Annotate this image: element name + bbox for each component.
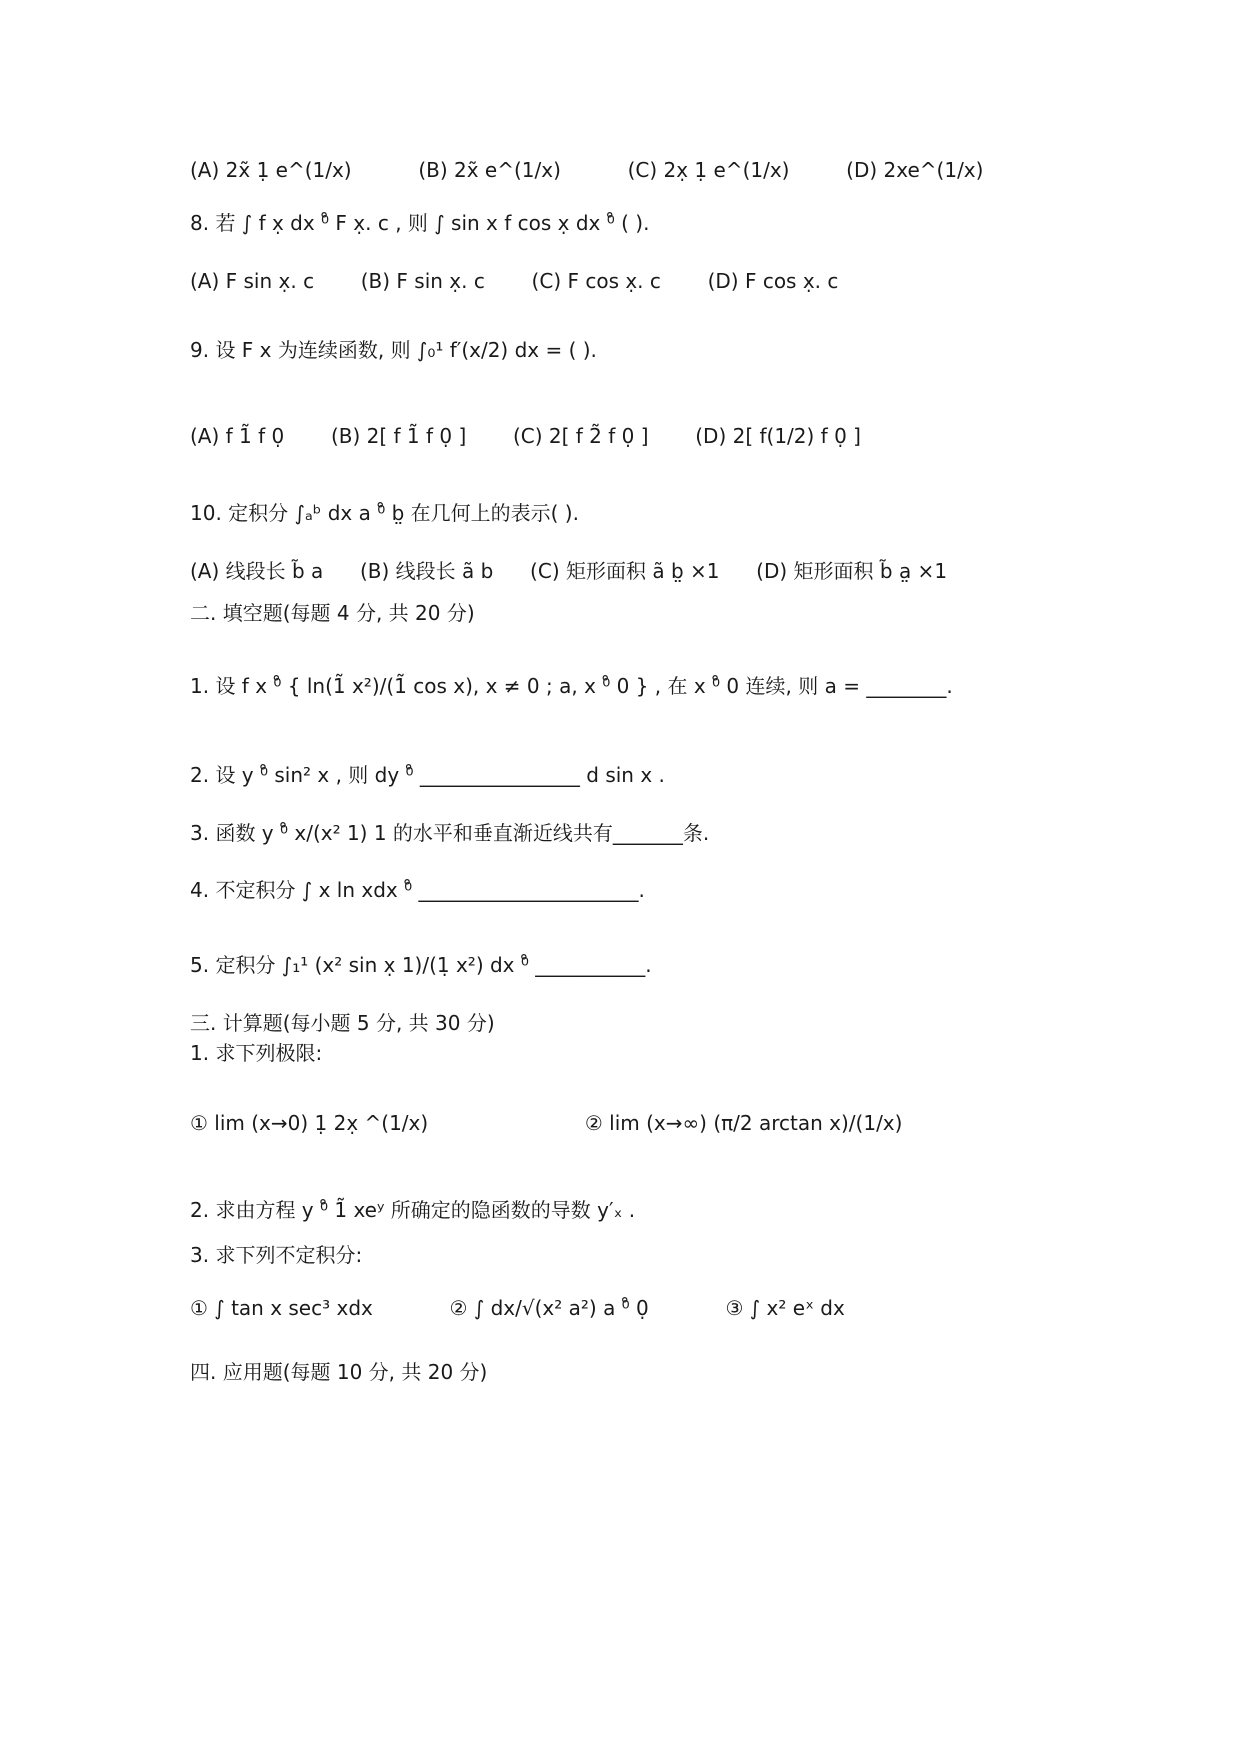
q7-options <box>190 160 983 181</box>
q8-option-c: (C) F cos x̣. c <box>531 269 661 293</box>
section-3-title: 三. 计算题(每小题 5 分, 共 30 分) <box>190 1011 495 1035</box>
calc-3-items <box>190 1298 845 1319</box>
question-10: 10. 定积分 ∫ₐᵇ dx a ⁰̊ b̤ 在几何上的表示( ). <box>190 501 579 525</box>
limit-1: ① lim (x→0) 1̣ 2x̣ ^(1/x) <box>190 1111 429 1135</box>
calc-question-2: 2. 求由方程 y ⁰̊ 1̃ xeʸ 所确定的隐函数的导数 y′ₓ . <box>190 1198 636 1222</box>
q10-option-d: (D) 矩形面积 b̃ a̤ ×1 <box>756 559 948 583</box>
calc-question-1: 1. 求下列极限: <box>190 1041 323 1065</box>
q9-options <box>190 426 861 447</box>
integral-3: ③ ∫ x² eˣ dx <box>725 1296 845 1320</box>
limit-2: ② lim (x→∞) (π/2 arctan x)/(1/x) <box>584 1111 903 1135</box>
q9-option-a: (A) f 1̃ f 0̣ <box>190 424 285 448</box>
q8-option-d: (D) F cos x̣. c <box>707 269 839 293</box>
question-8: 8. 若 ∫ f x̣ dx ⁰̊ F x̣. c , 则 ∫ sin x f cos x̣ dx ⁰̊ ( ). <box>190 211 650 235</box>
q10-option-a: (A) 线段长 b̃ a <box>190 559 324 583</box>
q9-option-b: (B) 2[ f 1̃ f 0̣ ] <box>330 424 467 448</box>
fill-question-3: 3. 函数 y ⁰̊ x/(x² 1) 1 的水平和垂直渐近线共有_______条. <box>190 821 710 845</box>
q10-options <box>190 561 947 582</box>
calc-1-items <box>190 1113 902 1134</box>
q9-option-c: (C) 2[ f 2̃ f 0̣ ] <box>512 424 649 448</box>
q8-option-a: (A) F sin x̣. c <box>190 269 315 293</box>
q7-option-b: (B) 2x̃ e^(1/x) <box>418 158 561 182</box>
calc-question-3: 3. 求下列不定积分: <box>190 1243 363 1267</box>
integral-2: ② ∫ dx/√(x² a²) a ⁰̊ 0̣ <box>449 1296 649 1320</box>
q10-option-b: (B) 线段长 ã b <box>360 559 494 583</box>
fill-question-5: 5. 定积分 ∫₁¹ (x² sin x̣ 1)/(1̣ x²) dx ⁰̊ ___________. <box>190 953 652 977</box>
q8-option-b: (B) F sin x̣. c <box>360 269 485 293</box>
q9-option-d: (D) 2[ f(1/2) f 0̣ ] <box>695 424 861 448</box>
section-4-title: 四. 应用题(每题 10 分, 共 20 分) <box>190 1360 488 1384</box>
q7-option-d: (D) 2xe^(1/x) <box>846 158 984 182</box>
q7-option-a: (A) 2x̃ 1̣ e^(1/x) <box>190 158 352 182</box>
question-9: 9. 设 F x 为连续函数, 则 ∫₀¹ f′(x/2) dx = ( ). <box>190 338 597 362</box>
q8-options <box>190 271 838 292</box>
fill-question-2: 2. 设 y ⁰̊ sin² x , 则 dy ⁰̊ ________________ d sin x . <box>190 763 665 787</box>
integral-1: ① ∫ tan x sec³ xdx <box>190 1296 373 1320</box>
section-2-title: 二. 填空题(每题 4 分, 共 20 分) <box>190 601 475 625</box>
fill-question-4: 4. 不定积分 ∫ x ln xdx ⁰̊ ______________________. <box>190 878 645 902</box>
q10-option-c: (C) 矩形面积 ã b̤ ×1 <box>530 559 720 583</box>
q7-option-c: (C) 2x̣ 1̣ e^(1/x) <box>627 158 790 182</box>
fill-question-1: 1. 设 f x ⁰̊ { ln(1̃ x²)/(1̃ cos x), x ≠ 0 ; a, x ⁰̊ 0 } , 在 x ⁰̊ 0 连续, 则 a = ________. <box>190 674 953 698</box>
